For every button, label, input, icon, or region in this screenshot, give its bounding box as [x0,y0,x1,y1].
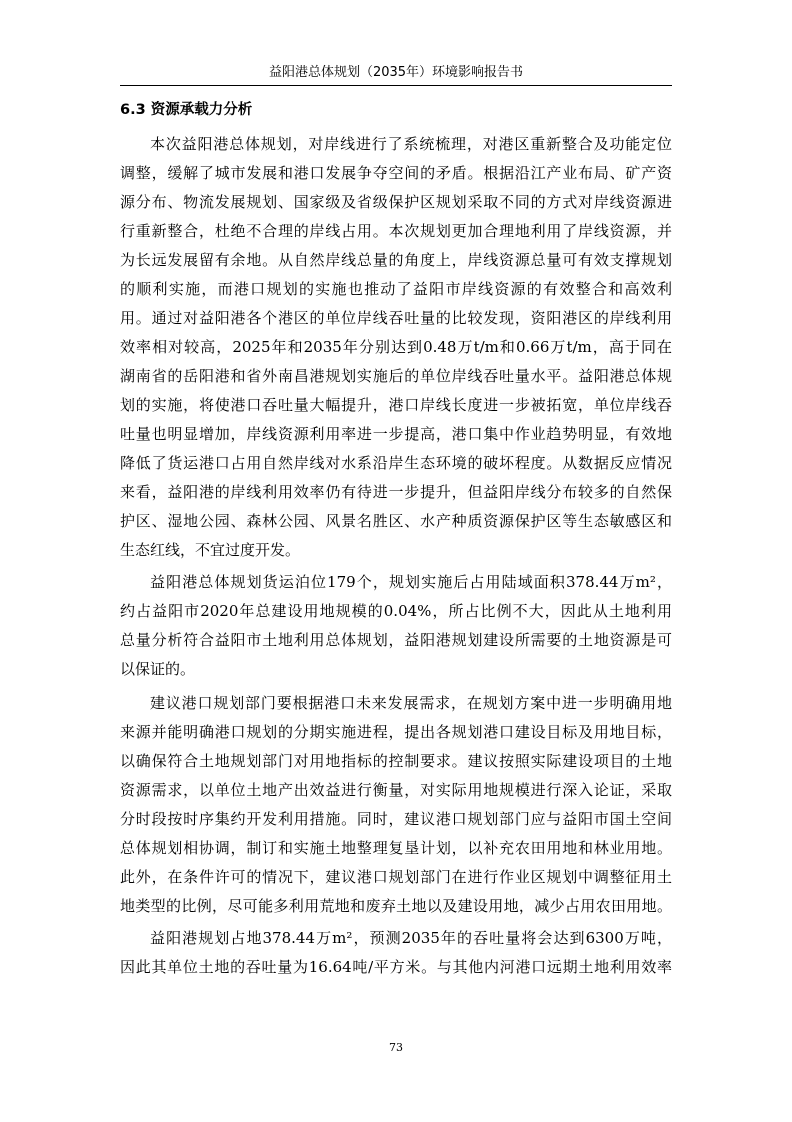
paragraph-line: 行重新整合，杜绝不合理的岸线占用。本次规划更加合理地利用了岸线资源，并 [120,222,672,240]
paragraph-line: 吐量也明显增加，岸线资源利用率进一步提高，港口集中作业趋势明显，有效地 [120,425,672,443]
paragraph-line: 资源需求，以单位土地产出效益进行衡量，对实际用地规模进行深入论证，采取 [120,781,672,799]
section-title: 6.3 资源承载力分析 [120,102,253,118]
paragraph-line: 此外，在条件许可的情况下，建议港口规划部门在进行作业区规划中调整征用土 [120,868,672,886]
paragraph-line: 用。通过对益阳港各个港区的单位岸线吞吐量的比较发现，资阳港区的岸线利用 [120,309,672,327]
paragraph-line: 效率相对较高，2025年和2035年分别达到0.48万t/m和0.66万t/m，高于同在 [120,338,672,356]
paragraph-line: 以确保符合土地规划部门对用地指标的控制要求。建议按照实际建设项目的土地 [120,752,672,770]
paragraph-line: 护区、湿地公园、森林公园、风景名胜区、水产种质资源保护区等生态敏感区和 [120,512,672,530]
paragraph-line: 总体规划相协调，制订和实施土地整理复垦计划，以补充农田用地和林业用地。 [120,839,672,857]
paragraph-line: 降低了货运港口占用自然岸线对水系沿岸生态环境的破坏程度。从数据反应情况 [120,454,672,472]
paragraph-line: 为长远发展留有余地。从自然岸线总量的角度上，岸线资源总量可有效支撑规划 [120,251,672,269]
paragraph-line: 来源并能明确港口规划的分期实施进程，提出各规划港口建设目标及用地目标， [120,723,672,741]
paragraph-line: 源分布、物流发展规划、国家级及省级保护区规划采取不同的方式对岸线资源进 [120,193,672,211]
paragraph-line: 以保证的。 [120,660,196,678]
running-header: 益阳港总体规划（2035年）环境影响报告书 [268,65,524,80]
paragraph-line: 生态红线，不宜过度开发。 [120,541,301,559]
paragraph-line: 分时段按时序集约开发利用措施。同时，建议港口规划部门应与益阳市国土空间 [120,810,672,828]
header-rule [120,85,672,86]
paragraph-line: 来看，益阳港的岸线利用效率仍有待进一步提升，但益阳岸线分布较多的自然保 [120,483,672,501]
paragraph-line: 调整，缓解了城市发展和港口发展争夺空间的矛盾。根据沿江产业布局、矿产资 [120,164,672,182]
paragraph-line: 地类型的比例，尽可能多利用荒地和废弃土地以及建设用地，减少占用农田用地。 [120,897,672,915]
paragraph-line: 湖南省的岳阳港和省外南昌港规划实施后的单位岸线吞吐量水平。益阳港总体规 [120,367,672,385]
paragraph-line: 总量分析符合益阳市土地利用总体规划，益阳港规划建设所需要的土地资源是可 [120,631,672,649]
paragraph-line: 划的实施，将使港口吞吐量大幅提升，港口岸线长度进一步被拓宽，单位岸线吞 [120,396,672,414]
page-number: 73 [389,1041,403,1054]
paragraph-line: 约占益阳市2020年总建设用地规模的0.04%，所占比例不大，因此从土地利用 [120,602,672,620]
paragraph-line: 益阳港规划占地378.44万m²，预测2035年的吞吐量将会达到6300万吨， [150,929,672,947]
paragraph-line: 益阳港总体规划货运泊位179个，规划实施后占用陆域面积378.44万m²， [150,573,672,591]
paragraph-line: 建议港口规划部门要根据港口未来发展需求，在规划方案中进一步明确用地 [150,694,672,712]
paragraph-line: 因此其单位土地的吞吐量为16.64吨/平方米。与其他内河港口远期土地利用效率 [120,958,672,976]
paragraph-line: 的顺利实施，而港口规划的实施也推动了益阳市岸线资源的有效整合和高效利 [120,280,672,298]
paragraph-line: 本次益阳港总体规划，对岸线进行了系统梳理，对港区重新整合及功能定位 [150,135,672,153]
